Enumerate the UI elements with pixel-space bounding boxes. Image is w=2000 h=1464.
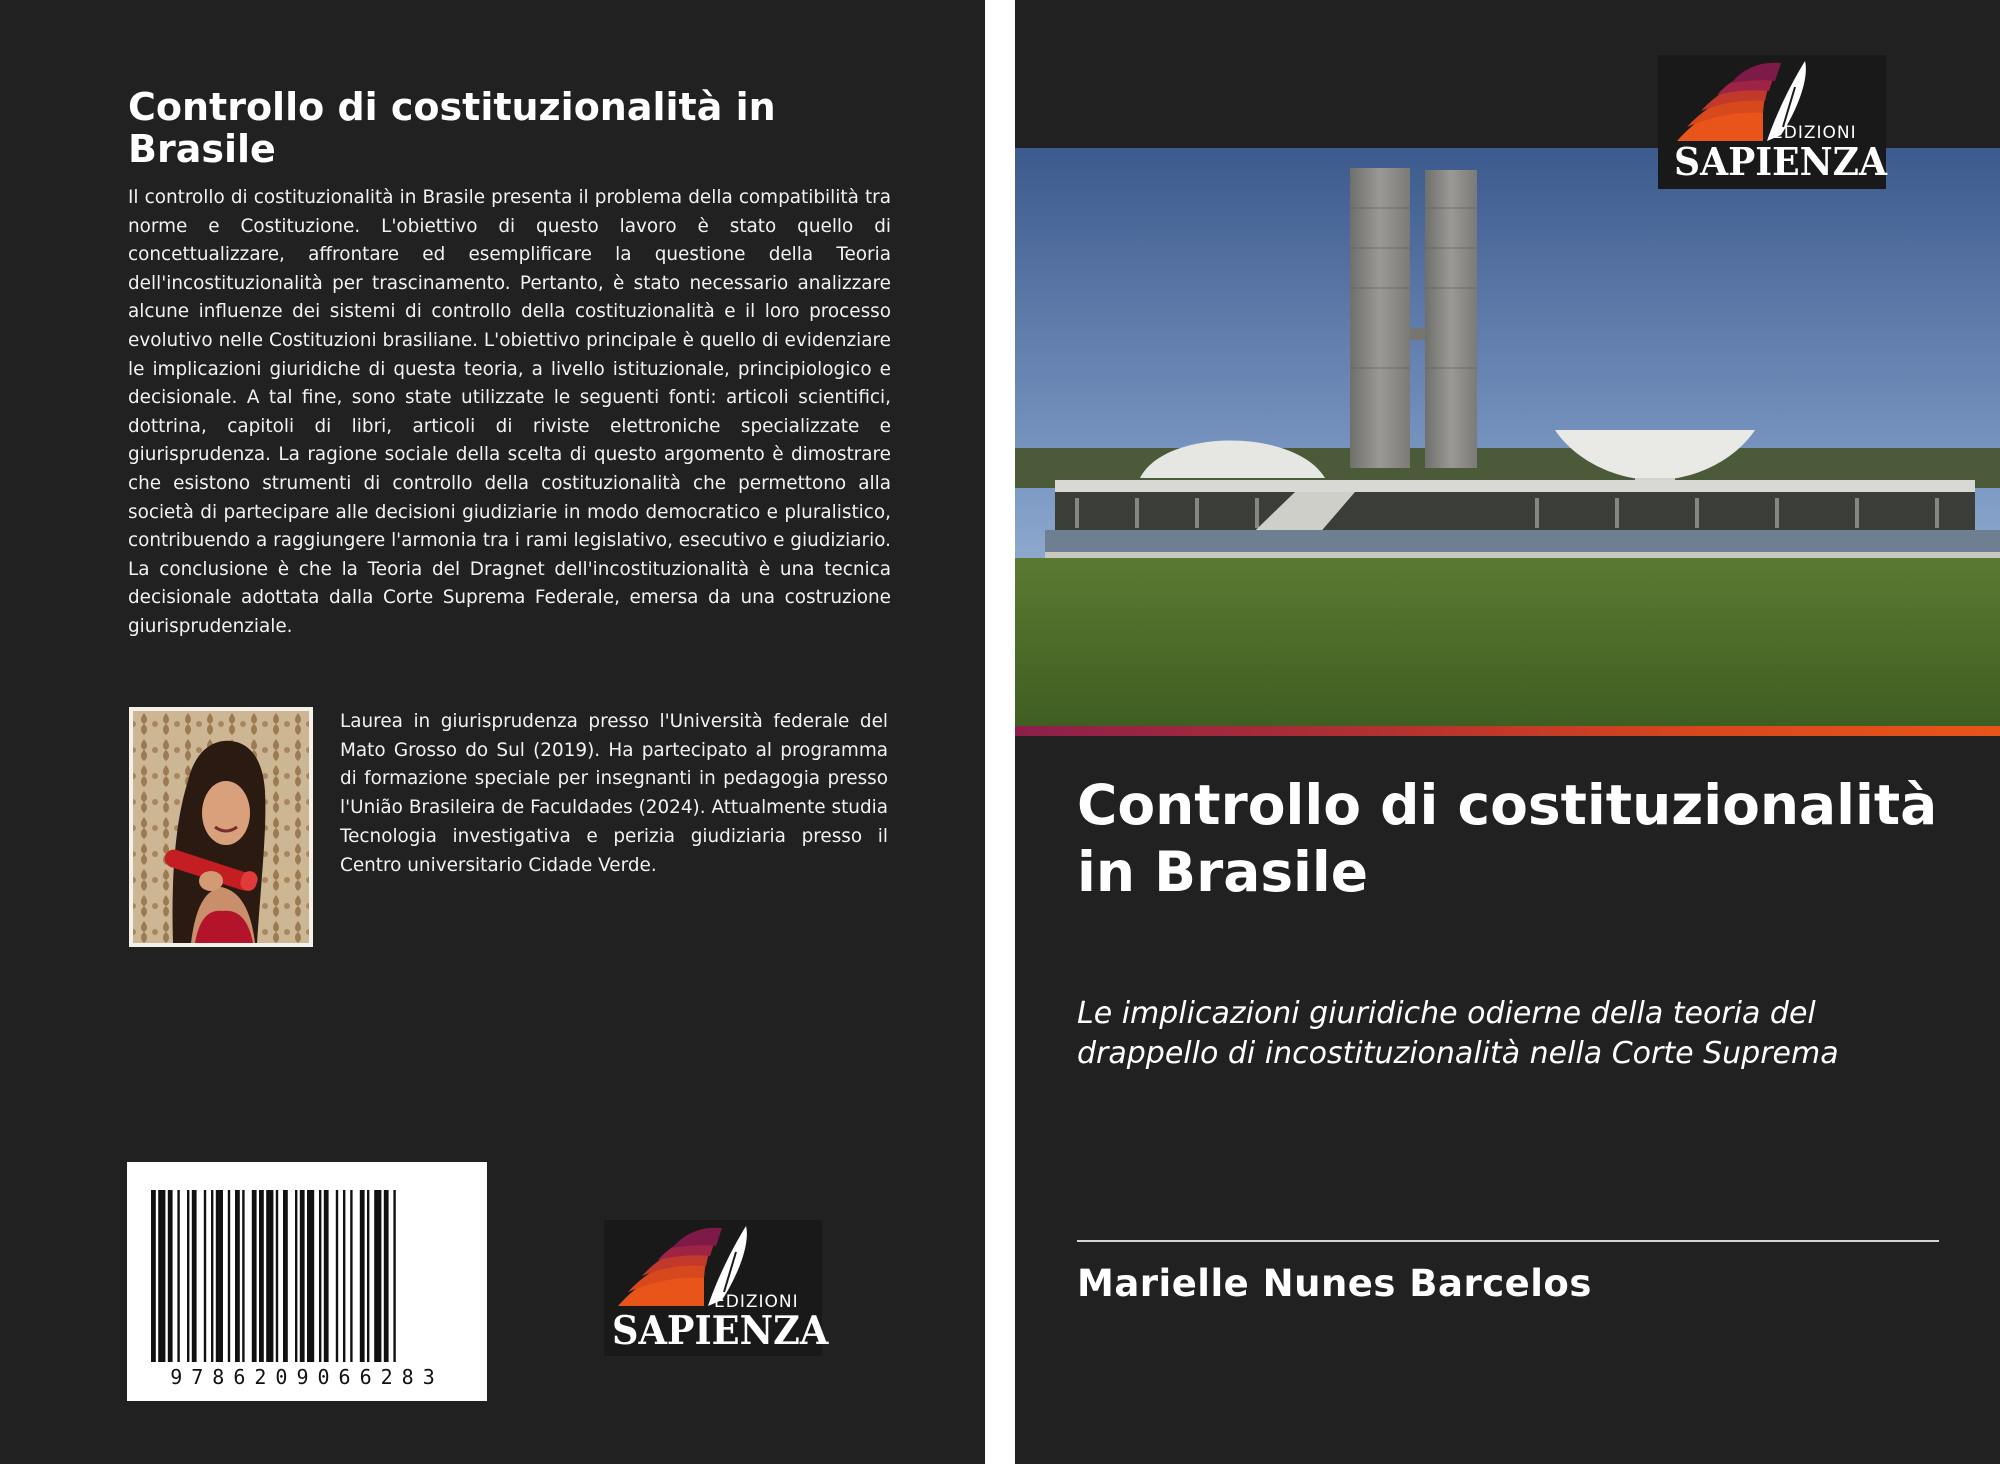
front-cover-author: Marielle Nunes Barcelos: [1077, 1262, 1592, 1305]
back-cover-blurb: Il controllo di costituzionalità in Brasile presenta il problema della compatibilità tra norme e Costituzione. L'obiettivo di questo lavoro è stato quello di concettualizzare, affrontare ed esemplificare la questione della Teoria dell'incostituzionalità per trascinamento. Pertanto, è stato necessario analizzare alcune influenze dei sistemi di controllo della costituzionalità e il loro processo evolutivo nelle Costituzioni brasiliane. L'obiettivo principale è quello di evidenziare le implicazioni giuridiche di questa teoria, a livello istituzionale, principiologico e decisionale. A tal fine, sono state utilizzate le seguenti fonti: articoli scientifici, dottrina, capitoli di libri, articoli di riviste elettroniche specializzate e giurisprudenza. La ragione sociale della scelta di questo argomento è dimostrare che esistono strumenti di controllo della costituzionalità che permettono alla società di partecipare alle decisioni giudiziarie in modo democratico e pluralistico, contribuendo a raggiungere l'armonia tra i rami legislativo, esecutivo e giudiziario. La conclusione è che la Teoria del Dragnet dell'incostituzionalità è una tecnica decisionale adottata dalla Corte Suprema Federale, emersa da una costruzione giurisprudenziale.: [128, 187, 891, 637]
accent-stripe: [1015, 726, 2000, 736]
publisher-line2: SAPIENZA: [1674, 139, 1887, 184]
front-cover-title: Controllo di costituzionalità in Brasile: [1077, 773, 1938, 904]
isbn-barcode: [127, 1162, 487, 1401]
publisher-logo-front: [1658, 55, 1886, 189]
author-photo: [129, 707, 313, 947]
author-bio: Laurea in giurisprudenza presso l'Università federale del Mato Grosso do Sul (2019). Ha partecipato al programma di formazione speciale per insegnanti in pedagogia presso l'União Brasileira de Faculdades (2024). Attualmente studia Tecnologia investigativa e perizia giudiziaria presso il Centro universitario Cidade Verde.: [340, 711, 888, 876]
author-divider: [1077, 1240, 1939, 1242]
congress-building-image: [1015, 148, 2000, 726]
publisher-logo-back: [604, 1220, 829, 1356]
publisher-line1: EDIZIONI: [714, 1292, 799, 1312]
front-cover: [1015, 0, 2000, 1464]
publisher-line2: SAPIENZA: [612, 1308, 829, 1354]
back-cover-title: Controllo di costituzionalità in Brasile: [128, 85, 776, 171]
front-cover-subtitle: Le implicazioni giuridiche odierne della teoria del drappello di incostituzionalità nella Corte Suprema: [1077, 996, 1839, 1071]
author-portrait-image: [133, 711, 309, 943]
isbn-digits: 9786209066283: [170, 1365, 444, 1389]
back-cover: [0, 0, 985, 1464]
publisher-line1: EDIZIONI: [1772, 123, 1857, 143]
cover-photo-national-congress: [1015, 148, 2000, 726]
